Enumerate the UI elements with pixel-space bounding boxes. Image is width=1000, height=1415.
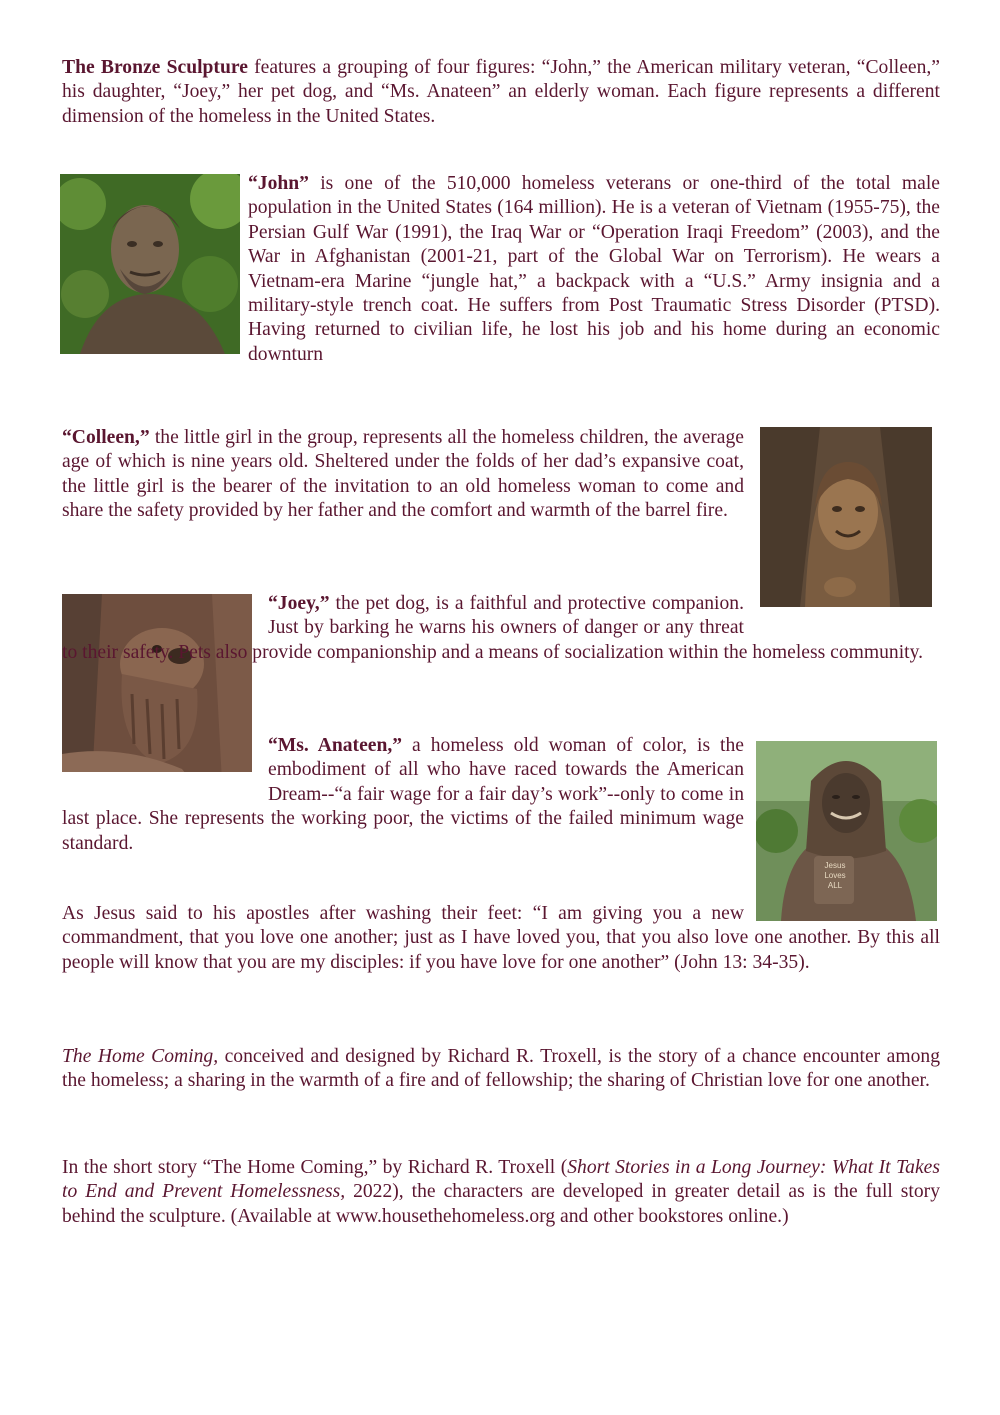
anateen-text: a homeless old woman of color, is the embodiment of all who have raced towards the American Dream--“a fair wage for a fair day’s work”--only to come in last place. She represents the working poor, the victims of the failed minimum wage standard. [62, 735, 744, 854]
short-story-post: 2022), the characters are developed in greater detail as is the full story behind the sculpture. (Available at www.housethehomeless.org and other bookstores online.) [62, 1181, 940, 1227]
scripture-text: As Jesus said to his apostles after washing their feet: “I am giving you a new commandment, that you love one another; just as I have loved you, that you also love one another. By this all people will know that you are my disciples: if you have love for one another” (John 13: 34-35). [62, 903, 940, 973]
anateen-photo-art [756, 741, 937, 921]
short-story-pre: In the short story “The Home Coming,” by Richard R. Troxell ( [62, 1157, 568, 1178]
john-paragraph [248, 172, 940, 367]
short-story-paragraph [62, 1156, 940, 1229]
short-story-book-title: Short Stories in a Long Journey: What It Takes to End and Prevent Homelessness, [62, 1157, 940, 1203]
anateen-sculpture-photo [756, 741, 937, 921]
joey-photo-spacer [62, 592, 268, 640]
joey-text: the pet dog, is a faithful and protective companion. Just by barking he warns his owners of danger or any threat to their safety. Pets also provide companionship and a means of socialization within the homeless community. [62, 593, 924, 663]
john-photo-art [60, 174, 240, 354]
john-lead: “John” [248, 173, 309, 194]
colleen-photo-art [760, 427, 932, 607]
sign-line-1: Jesus [824, 861, 846, 870]
john-text: is one of the 510,000 homeless veterans or one-third of the total male population in the United States (164 million). He is a veteran of Vietnam (1955-75), the Persian Gulf War (1991), the Iraq War or “Operation Iraqi Freedom” (2003), and the War in Afghanistan (2001-21, part of the Global War on Terrorism). He wears a Vietnam-era Marine “jungle hat,” a backpack with a “U.S.” Army insignia and a military-style trench coat. He suffers from Post Traumatic Stress Disorder (PTSD). Having returned to civilian life, he lost his job and his home during an economic downturn [248, 173, 940, 365]
colleen-lead: “Colleen,” [62, 427, 150, 448]
colleen-text: the little girl in the group, represents all the homeless children, the average age of which is nine years old. Sheltered under the folds of her dad’s expansive coat, the little girl is the bearer of the invitation to an old homeless woman to come and share the safety provided by her father and the comfort and warmth of the barrel fire. [62, 427, 744, 522]
joey-photo-spacer-2 [62, 734, 268, 806]
colleen-photo-spacer [744, 592, 940, 640]
colleen-paragraph [62, 426, 744, 524]
anateen-photo-spacer [744, 902, 940, 926]
jesus-loves-all-sign [816, 861, 854, 891]
joey-lead: “Joey,” [268, 593, 330, 614]
colleen-sculpture-photo [760, 427, 932, 607]
scripture-paragraph [62, 902, 940, 975]
homecoming-text: conceived and designed by Richard R. Troxell, is the story of a chance encounter among the homeless; a sharing in the warmth of a fire and of fellowship; the sharing of Christian love for one another. [62, 1046, 940, 1092]
joey-paragraph [62, 592, 940, 665]
intro-text: features a grouping of four figures: “John,” the American military veteran, “Colleen,” his daughter, “Joey,” her pet dog, and “Ms. Anateen” an elderly woman. Each figure represents a different dimension of the homeless in the United States. [62, 57, 940, 127]
sign-line-2: Loves [824, 871, 846, 880]
john-sculpture-photo [60, 174, 240, 354]
anateen-paragraph [62, 734, 744, 856]
sign-line-3: ALL [827, 881, 843, 890]
homecoming-paragraph [62, 1045, 940, 1094]
anateen-lead: “Ms. Anateen,” [268, 735, 403, 756]
homecoming-title: The Home Coming, [62, 1046, 219, 1067]
intro-paragraph [62, 56, 940, 129]
intro-lead: The Bronze Sculpture [62, 57, 248, 78]
